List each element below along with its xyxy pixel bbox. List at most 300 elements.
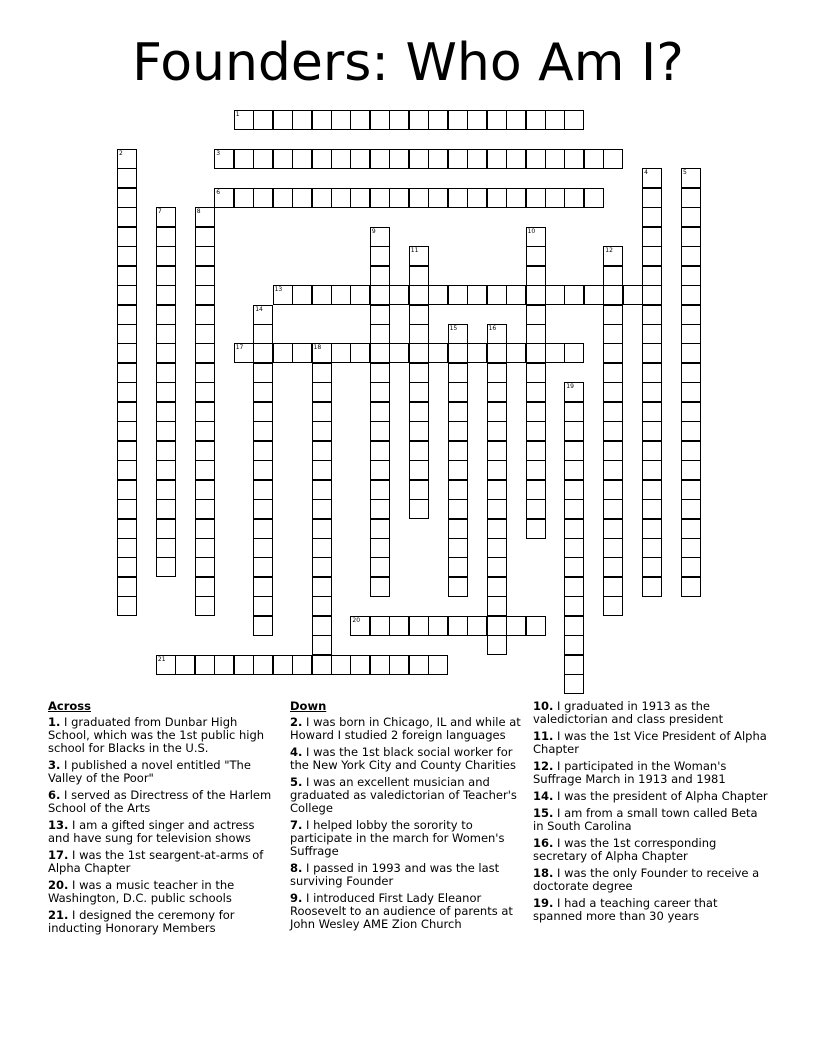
crossword-cell[interactable]: [370, 402, 390, 422]
crossword-cell[interactable]: [409, 616, 429, 636]
crossword-cell[interactable]: [370, 421, 390, 441]
crossword-cell[interactable]: [117, 207, 137, 227]
crossword-cell[interactable]: [292, 285, 312, 305]
crossword-cell[interactable]: [234, 343, 254, 363]
crossword-cell[interactable]: [409, 324, 429, 344]
crossword-cell[interactable]: [526, 382, 546, 402]
crossword-cell[interactable]: [195, 596, 215, 616]
crossword-cell[interactable]: [312, 538, 332, 558]
crossword-cell[interactable]: [487, 285, 507, 305]
crossword-cell[interactable]: [506, 343, 526, 363]
crossword-cell[interactable]: [487, 110, 507, 130]
crossword-cell[interactable]: [156, 441, 176, 461]
crossword-cell[interactable]: [409, 655, 429, 675]
crossword-cell[interactable]: [370, 441, 390, 461]
crossword-cell[interactable]: [564, 519, 584, 539]
crossword-cell[interactable]: [448, 285, 468, 305]
crossword-cell[interactable]: [195, 382, 215, 402]
crossword-cell[interactable]: [487, 441, 507, 461]
crossword-cell[interactable]: [117, 188, 137, 208]
crossword-cell[interactable]: [195, 246, 215, 266]
crossword-cell[interactable]: [487, 363, 507, 383]
crossword-cell[interactable]: [234, 655, 254, 675]
crossword-cell[interactable]: [312, 616, 332, 636]
crossword-cell[interactable]: [156, 480, 176, 500]
crossword-cell[interactable]: [312, 519, 332, 539]
crossword-cell[interactable]: [370, 577, 390, 597]
crossword-cell[interactable]: [195, 402, 215, 422]
crossword-cell[interactable]: [487, 324, 507, 344]
crossword-cell[interactable]: [117, 363, 137, 383]
crossword-cell[interactable]: [312, 480, 332, 500]
crossword-cell[interactable]: [253, 499, 273, 519]
crossword-cell[interactable]: [409, 441, 429, 461]
crossword-cell[interactable]: [603, 402, 623, 422]
crossword-cell[interactable]: [448, 499, 468, 519]
crossword-cell[interactable]: [526, 363, 546, 383]
crossword-cell[interactable]: [117, 149, 137, 169]
crossword-cell[interactable]: [681, 480, 701, 500]
crossword-cell[interactable]: [681, 557, 701, 577]
crossword-cell[interactable]: [117, 266, 137, 286]
crossword-cell[interactable]: [448, 538, 468, 558]
crossword-cell[interactable]: [331, 110, 351, 130]
crossword-cell[interactable]: [642, 168, 662, 188]
crossword-cell[interactable]: [409, 149, 429, 169]
crossword-cell[interactable]: [409, 343, 429, 363]
crossword-cell[interactable]: [370, 519, 390, 539]
crossword-cell[interactable]: [448, 110, 468, 130]
crossword-cell[interactable]: [273, 285, 293, 305]
crossword-cell[interactable]: [253, 596, 273, 616]
crossword-cell[interactable]: [253, 149, 273, 169]
crossword-cell[interactable]: [428, 655, 448, 675]
crossword-cell[interactable]: [117, 499, 137, 519]
crossword-cell[interactable]: [409, 382, 429, 402]
crossword-cell[interactable]: [681, 382, 701, 402]
crossword-cell[interactable]: [428, 188, 448, 208]
crossword-cell[interactable]: [564, 557, 584, 577]
crossword-cell[interactable]: [156, 538, 176, 558]
crossword-cell[interactable]: [564, 635, 584, 655]
crossword-cell[interactable]: [292, 110, 312, 130]
crossword-cell[interactable]: [564, 382, 584, 402]
crossword-cell[interactable]: [331, 188, 351, 208]
crossword-cell[interactable]: [642, 421, 662, 441]
crossword-cell[interactable]: [681, 343, 701, 363]
crossword-cell[interactable]: [312, 460, 332, 480]
crossword-cell[interactable]: [642, 557, 662, 577]
crossword-cell[interactable]: [623, 285, 643, 305]
crossword-cell[interactable]: [467, 616, 487, 636]
crossword-cell[interactable]: [642, 382, 662, 402]
crossword-cell[interactable]: [195, 441, 215, 461]
crossword-cell[interactable]: [642, 343, 662, 363]
crossword-cell[interactable]: [195, 538, 215, 558]
crossword-cell[interactable]: [681, 363, 701, 383]
crossword-cell[interactable]: [681, 285, 701, 305]
crossword-cell[interactable]: [428, 343, 448, 363]
crossword-cell[interactable]: [156, 363, 176, 383]
crossword-cell[interactable]: [526, 519, 546, 539]
crossword-cell[interactable]: [312, 557, 332, 577]
crossword-cell[interactable]: [564, 110, 584, 130]
crossword-cell[interactable]: [526, 285, 546, 305]
crossword-cell[interactable]: [350, 285, 370, 305]
crossword-cell[interactable]: [253, 421, 273, 441]
crossword-cell[interactable]: [253, 577, 273, 597]
crossword-cell[interactable]: [428, 149, 448, 169]
crossword-cell[interactable]: [253, 480, 273, 500]
crossword-cell[interactable]: [370, 246, 390, 266]
crossword-cell[interactable]: [487, 188, 507, 208]
crossword-cell[interactable]: [409, 285, 429, 305]
crossword-cell[interactable]: [681, 421, 701, 441]
crossword-cell[interactable]: [195, 324, 215, 344]
crossword-cell[interactable]: [448, 363, 468, 383]
crossword-cell[interactable]: [370, 266, 390, 286]
crossword-cell[interactable]: [370, 480, 390, 500]
crossword-cell[interactable]: [545, 285, 565, 305]
crossword-cell[interactable]: [156, 557, 176, 577]
crossword-cell[interactable]: [312, 402, 332, 422]
crossword-cell[interactable]: [681, 577, 701, 597]
crossword-cell[interactable]: [370, 343, 390, 363]
crossword-cell[interactable]: [253, 519, 273, 539]
crossword-cell[interactable]: [312, 441, 332, 461]
crossword-cell[interactable]: [312, 655, 332, 675]
crossword-cell[interactable]: [564, 421, 584, 441]
crossword-cell[interactable]: [603, 441, 623, 461]
crossword-cell[interactable]: [312, 421, 332, 441]
crossword-cell[interactable]: [117, 324, 137, 344]
crossword-cell[interactable]: [195, 207, 215, 227]
crossword-cell[interactable]: [564, 343, 584, 363]
crossword-cell[interactable]: [156, 266, 176, 286]
crossword-cell[interactable]: [156, 324, 176, 344]
crossword-cell[interactable]: [487, 480, 507, 500]
crossword-cell[interactable]: [312, 499, 332, 519]
crossword-cell[interactable]: [117, 402, 137, 422]
crossword-cell[interactable]: [448, 441, 468, 461]
crossword-cell[interactable]: [603, 557, 623, 577]
crossword-cell[interactable]: [564, 460, 584, 480]
crossword-cell[interactable]: [428, 110, 448, 130]
crossword-cell[interactable]: [117, 343, 137, 363]
crossword-cell[interactable]: [331, 285, 351, 305]
crossword-cell[interactable]: [448, 149, 468, 169]
crossword-cell[interactable]: [253, 363, 273, 383]
crossword-cell[interactable]: [409, 110, 429, 130]
crossword-cell[interactable]: [370, 188, 390, 208]
crossword-cell[interactable]: [350, 188, 370, 208]
crossword-cell[interactable]: [409, 460, 429, 480]
crossword-cell[interactable]: [603, 421, 623, 441]
crossword-cell[interactable]: [312, 382, 332, 402]
crossword-cell[interactable]: [564, 655, 584, 675]
crossword-cell[interactable]: [506, 285, 526, 305]
crossword-cell[interactable]: [603, 324, 623, 344]
crossword-cell[interactable]: [117, 421, 137, 441]
crossword-cell[interactable]: [195, 519, 215, 539]
crossword-cell[interactable]: [564, 674, 584, 694]
crossword-cell[interactable]: [642, 577, 662, 597]
crossword-cell[interactable]: [409, 266, 429, 286]
crossword-cell[interactable]: [117, 577, 137, 597]
crossword-cell[interactable]: [195, 343, 215, 363]
crossword-cell[interactable]: [350, 616, 370, 636]
crossword-cell[interactable]: [584, 149, 604, 169]
crossword-cell[interactable]: [642, 460, 662, 480]
crossword-cell[interactable]: [487, 557, 507, 577]
crossword-cell[interactable]: [195, 557, 215, 577]
crossword-cell[interactable]: [253, 460, 273, 480]
crossword-cell[interactable]: [156, 655, 176, 675]
crossword-cell[interactable]: [526, 441, 546, 461]
crossword-cell[interactable]: [370, 382, 390, 402]
crossword-cell[interactable]: [273, 655, 293, 675]
crossword-cell[interactable]: [681, 207, 701, 227]
crossword-cell[interactable]: [234, 149, 254, 169]
crossword-cell[interactable]: [681, 246, 701, 266]
crossword-cell[interactable]: [389, 285, 409, 305]
crossword-cell[interactable]: [448, 480, 468, 500]
crossword-cell[interactable]: [487, 382, 507, 402]
crossword-cell[interactable]: [603, 460, 623, 480]
crossword-cell[interactable]: [603, 577, 623, 597]
crossword-cell[interactable]: [117, 557, 137, 577]
crossword-cell[interactable]: [603, 480, 623, 500]
crossword-cell[interactable]: [603, 266, 623, 286]
crossword-cell[interactable]: [526, 402, 546, 422]
crossword-cell[interactable]: [370, 538, 390, 558]
crossword-cell[interactable]: [389, 655, 409, 675]
crossword-cell[interactable]: [273, 149, 293, 169]
crossword-cell[interactable]: [448, 577, 468, 597]
crossword-cell[interactable]: [526, 149, 546, 169]
crossword-cell[interactable]: [448, 402, 468, 422]
crossword-cell[interactable]: [312, 188, 332, 208]
crossword-cell[interactable]: [448, 188, 468, 208]
crossword-cell[interactable]: [370, 149, 390, 169]
crossword-cell[interactable]: [487, 596, 507, 616]
crossword-cell[interactable]: [642, 538, 662, 558]
crossword-cell[interactable]: [156, 382, 176, 402]
crossword-cell[interactable]: [389, 188, 409, 208]
crossword-cell[interactable]: [681, 441, 701, 461]
crossword-cell[interactable]: [253, 305, 273, 325]
crossword-cell[interactable]: [448, 421, 468, 441]
crossword-cell[interactable]: [350, 110, 370, 130]
crossword-cell[interactable]: [117, 382, 137, 402]
crossword-cell[interactable]: [603, 499, 623, 519]
crossword-cell[interactable]: [526, 480, 546, 500]
crossword-cell[interactable]: [370, 499, 390, 519]
crossword-cell[interactable]: [389, 149, 409, 169]
crossword-cell[interactable]: [642, 207, 662, 227]
crossword-cell[interactable]: [467, 188, 487, 208]
crossword-cell[interactable]: [681, 402, 701, 422]
crossword-cell[interactable]: [117, 227, 137, 247]
crossword-cell[interactable]: [564, 616, 584, 636]
crossword-cell[interactable]: [603, 596, 623, 616]
crossword-cell[interactable]: [526, 227, 546, 247]
crossword-cell[interactable]: [273, 110, 293, 130]
crossword-cell[interactable]: [487, 635, 507, 655]
crossword-cell[interactable]: [681, 168, 701, 188]
crossword-cell[interactable]: [603, 343, 623, 363]
crossword-cell[interactable]: [681, 305, 701, 325]
crossword-cell[interactable]: [506, 110, 526, 130]
crossword-cell[interactable]: [195, 480, 215, 500]
crossword-cell[interactable]: [195, 266, 215, 286]
crossword-cell[interactable]: [370, 324, 390, 344]
crossword-cell[interactable]: [292, 655, 312, 675]
crossword-cell[interactable]: [526, 110, 546, 130]
crossword-cell[interactable]: [312, 635, 332, 655]
crossword-cell[interactable]: [214, 188, 234, 208]
crossword-cell[interactable]: [117, 519, 137, 539]
crossword-cell[interactable]: [642, 363, 662, 383]
crossword-cell[interactable]: [253, 557, 273, 577]
crossword-cell[interactable]: [506, 616, 526, 636]
crossword-cell[interactable]: [175, 655, 195, 675]
crossword-cell[interactable]: [253, 616, 273, 636]
crossword-cell[interactable]: [487, 402, 507, 422]
crossword-cell[interactable]: [526, 616, 546, 636]
crossword-cell[interactable]: [603, 149, 623, 169]
crossword-cell[interactable]: [312, 596, 332, 616]
crossword-cell[interactable]: [681, 266, 701, 286]
crossword-cell[interactable]: [253, 188, 273, 208]
crossword-cell[interactable]: [312, 577, 332, 597]
crossword-cell[interactable]: [564, 285, 584, 305]
crossword-cell[interactable]: [564, 577, 584, 597]
crossword-cell[interactable]: [564, 538, 584, 558]
crossword-cell[interactable]: [389, 616, 409, 636]
crossword-cell[interactable]: [117, 246, 137, 266]
crossword-cell[interactable]: [681, 188, 701, 208]
crossword-cell[interactable]: [117, 480, 137, 500]
crossword-cell[interactable]: [370, 557, 390, 577]
crossword-cell[interactable]: [487, 616, 507, 636]
crossword-cell[interactable]: [448, 460, 468, 480]
crossword-cell[interactable]: [487, 538, 507, 558]
crossword-cell[interactable]: [370, 227, 390, 247]
crossword-cell[interactable]: [117, 538, 137, 558]
crossword-cell[interactable]: [350, 655, 370, 675]
crossword-cell[interactable]: [642, 324, 662, 344]
crossword-cell[interactable]: [195, 460, 215, 480]
crossword-cell[interactable]: [156, 499, 176, 519]
crossword-cell[interactable]: [448, 324, 468, 344]
crossword-cell[interactable]: [642, 305, 662, 325]
crossword-cell[interactable]: [117, 460, 137, 480]
crossword-cell[interactable]: [253, 343, 273, 363]
crossword-cell[interactable]: [195, 577, 215, 597]
crossword-cell[interactable]: [428, 616, 448, 636]
crossword-cell[interactable]: [448, 557, 468, 577]
crossword-cell[interactable]: [564, 149, 584, 169]
crossword-cell[interactable]: [253, 382, 273, 402]
crossword-cell[interactable]: [564, 596, 584, 616]
crossword-cell[interactable]: [370, 285, 390, 305]
crossword-cell[interactable]: [603, 246, 623, 266]
crossword-cell[interactable]: [642, 402, 662, 422]
crossword-cell[interactable]: [545, 343, 565, 363]
crossword-cell[interactable]: [117, 596, 137, 616]
crossword-cell[interactable]: [642, 441, 662, 461]
crossword-cell[interactable]: [603, 285, 623, 305]
crossword-cell[interactable]: [487, 343, 507, 363]
crossword-cell[interactable]: [195, 499, 215, 519]
crossword-cell[interactable]: [253, 110, 273, 130]
crossword-cell[interactable]: [642, 519, 662, 539]
crossword-cell[interactable]: [584, 188, 604, 208]
crossword-cell[interactable]: [681, 499, 701, 519]
crossword-cell[interactable]: [234, 110, 254, 130]
crossword-cell[interactable]: [312, 285, 332, 305]
crossword-cell[interactable]: [681, 227, 701, 247]
crossword-cell[interactable]: [564, 441, 584, 461]
crossword-cell[interactable]: [370, 655, 390, 675]
crossword-cell[interactable]: [467, 110, 487, 130]
crossword-cell[interactable]: [603, 538, 623, 558]
crossword-cell[interactable]: [603, 382, 623, 402]
crossword-cell[interactable]: [642, 266, 662, 286]
crossword-cell[interactable]: [545, 149, 565, 169]
crossword-cell[interactable]: [409, 499, 429, 519]
crossword-cell[interactable]: [331, 343, 351, 363]
crossword-cell[interactable]: [370, 363, 390, 383]
crossword-cell[interactable]: [487, 149, 507, 169]
crossword-cell[interactable]: [448, 616, 468, 636]
crossword-cell[interactable]: [681, 519, 701, 539]
crossword-cell[interactable]: [642, 188, 662, 208]
crossword-cell[interactable]: [409, 305, 429, 325]
crossword-cell[interactable]: [681, 538, 701, 558]
crossword-cell[interactable]: [350, 149, 370, 169]
crossword-cell[interactable]: [642, 246, 662, 266]
crossword-cell[interactable]: [214, 655, 234, 675]
crossword-cell[interactable]: [350, 343, 370, 363]
crossword-cell[interactable]: [370, 305, 390, 325]
crossword-cell[interactable]: [545, 110, 565, 130]
crossword-cell[interactable]: [389, 110, 409, 130]
crossword-cell[interactable]: [584, 285, 604, 305]
crossword-cell[interactable]: [467, 285, 487, 305]
crossword-cell[interactable]: [409, 402, 429, 422]
crossword-cell[interactable]: [156, 285, 176, 305]
crossword-cell[interactable]: [195, 421, 215, 441]
crossword-cell[interactable]: [487, 519, 507, 539]
crossword-cell[interactable]: [526, 460, 546, 480]
crossword-cell[interactable]: [253, 655, 273, 675]
crossword-cell[interactable]: [292, 343, 312, 363]
crossword-cell[interactable]: [467, 343, 487, 363]
crossword-cell[interactable]: [526, 188, 546, 208]
crossword-cell[interactable]: [195, 305, 215, 325]
crossword-cell[interactable]: [156, 460, 176, 480]
crossword-cell[interactable]: [506, 188, 526, 208]
crossword-cell[interactable]: [642, 285, 662, 305]
crossword-cell[interactable]: [370, 460, 390, 480]
crossword-cell[interactable]: [234, 188, 254, 208]
crossword-cell[interactable]: [331, 149, 351, 169]
crossword-cell[interactable]: [526, 343, 546, 363]
crossword-cell[interactable]: [448, 519, 468, 539]
crossword-cell[interactable]: [370, 110, 390, 130]
